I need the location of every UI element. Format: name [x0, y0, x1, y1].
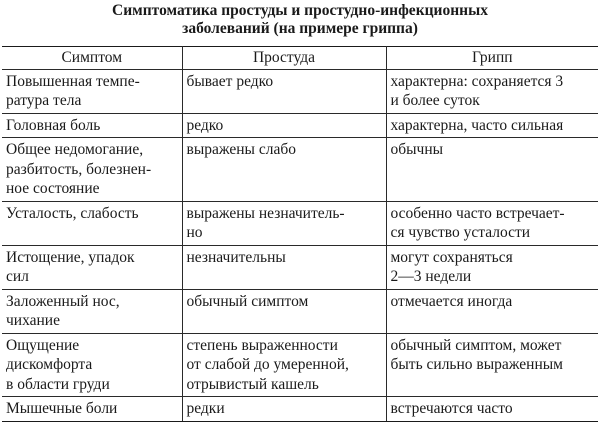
cell-text-line: особенно часто встречает-: [390, 204, 565, 222]
cell-text-line: редко: [186, 116, 224, 134]
cell-text-line: отмечается иногда: [390, 292, 513, 310]
cell-symptom: [2, 245, 182, 289]
table-row: [2, 289, 598, 333]
cell-text-line: незначительны: [186, 248, 286, 266]
cell-text-line: разбитость, болезнен-: [6, 160, 152, 178]
cell-cold: [182, 201, 386, 245]
cell-symptom: [2, 138, 182, 202]
cell-text-line: ся чувство усталости: [390, 224, 531, 241]
cell-text-line: бывает редко: [186, 72, 274, 90]
cell-flu: [386, 201, 598, 245]
table-row: [2, 333, 598, 397]
cell-symptom: [2, 397, 182, 422]
header-symptom: Симптом: [2, 47, 182, 70]
cell-text-line: редки: [186, 400, 225, 417]
cell-text-line: чихание: [6, 312, 60, 329]
cell-flu: [386, 333, 598, 397]
cell-text-line: обычны: [390, 141, 444, 158]
cell-cold: [182, 69, 386, 113]
table-title-line-2: заболеваний (на примере гриппа): [182, 20, 418, 37]
cell-text-line: сил: [6, 268, 29, 285]
cell-cold: [182, 333, 386, 397]
cell-text-line: степень выраженности: [186, 336, 338, 354]
table-row: [2, 201, 598, 245]
cell-text-line: выражены незначитель-: [186, 204, 345, 222]
cell-text-line: Повышенная темпе-: [6, 72, 140, 90]
table-row: [2, 397, 598, 422]
cell-symptom: [2, 201, 182, 245]
cell-text-line: обычный симптом: [186, 292, 309, 310]
cell-symptom: [2, 289, 182, 333]
cell-text-line: выражены слабо: [186, 141, 296, 158]
cell-text-line: от слабой до умеренной,: [186, 356, 349, 373]
cell-text-line: дискомфорта: [6, 356, 93, 373]
cell-flu: [386, 69, 598, 113]
cell-text-line: Головная боль: [6, 116, 101, 134]
header-cold: Простуда: [182, 47, 386, 70]
table-row: [2, 138, 598, 202]
cell-text-line: но: [186, 224, 203, 241]
cell-text-line: ратура тела: [6, 92, 82, 109]
cell-text-line: и более суток: [390, 92, 480, 109]
cell-symptom: [2, 69, 182, 113]
cell-flu: [386, 245, 598, 289]
cell-text-line: Общее недомогание,: [6, 141, 144, 158]
cell-text-line: характерна: сохраняется 3: [390, 72, 564, 90]
cell-text-line: Усталость, слабость: [6, 204, 139, 222]
cell-symptom: [2, 333, 182, 397]
cell-cold: [182, 138, 386, 202]
cell-flu: [386, 397, 598, 422]
cell-text-line: Мышечные боли: [6, 400, 118, 417]
cell-text-line: 2—3 недели: [390, 268, 472, 285]
cell-cold: [182, 397, 386, 422]
table-body: [2, 69, 598, 421]
cell-flu: [386, 113, 598, 138]
cell-text-line: ное состояние: [6, 180, 100, 197]
table-title: [0, 2, 600, 38]
symptoms-table: [2, 46, 598, 422]
cell-text-line: Ощущение: [6, 336, 80, 354]
cell-flu: [386, 138, 598, 202]
cell-text-line: встречаются часто: [390, 400, 513, 417]
cell-text-line: быть сильно выраженным: [390, 356, 563, 373]
cell-cold: [182, 289, 386, 333]
cell-text-line: могут сохраняться: [390, 248, 513, 266]
table-row: [2, 245, 598, 289]
header-row: [2, 47, 598, 70]
cell-cold: [182, 245, 386, 289]
cell-text-line: Заложенный нос,: [6, 292, 120, 310]
cell-text-line: Истощение, упадок: [6, 248, 135, 266]
cell-text-line: в области груди: [6, 375, 110, 393]
table-row: [2, 113, 598, 138]
cell-flu: [386, 289, 598, 333]
cell-text-line: характерна, часто сильная: [390, 116, 564, 134]
cell-symptom: [2, 113, 182, 138]
header-flu: Грипп: [386, 47, 598, 70]
table-title-line-1: Симптоматика простуды и простудно-инфекционных: [112, 2, 488, 19]
table-row: [2, 69, 598, 113]
cell-text-line: отрывистый кашель: [186, 375, 319, 393]
cell-cold: [182, 113, 386, 138]
cell-text-line: обычный симптом, может: [390, 336, 562, 354]
